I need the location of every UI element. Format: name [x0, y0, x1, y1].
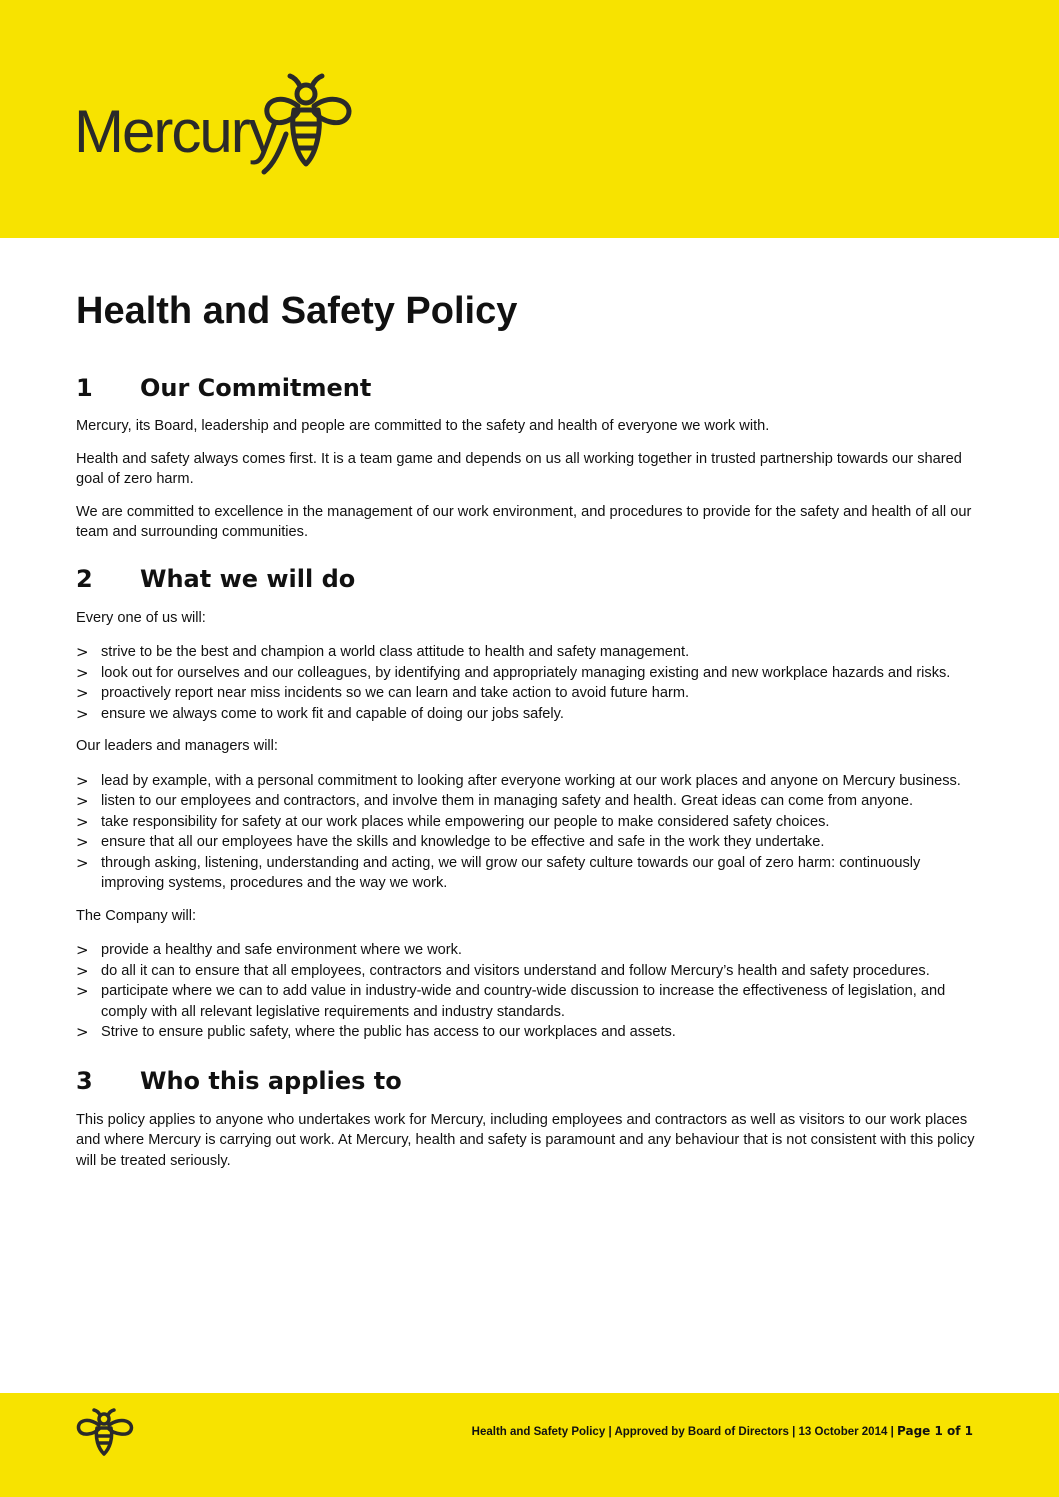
list-item — [76, 642, 981, 663]
section-heading — [76, 1067, 981, 1096]
list-item — [76, 940, 981, 961]
list-item — [76, 961, 981, 982]
section-number: 3 — [76, 1066, 93, 1095]
section-title: Our Commitment — [140, 373, 372, 402]
list-item — [76, 663, 981, 684]
section-who-this-applies-to — [76, 1067, 981, 1171]
bullet-arrow-icon: > — [76, 812, 89, 831]
bee-icon — [74, 1408, 136, 1456]
list-item — [76, 791, 981, 812]
list-item-text: lead by example, with a personal commitment to looking after everyone working at our work places and anyone on Mercury business. — [101, 772, 961, 789]
footer-info — [472, 1424, 973, 1438]
bullet-arrow-icon: > — [76, 853, 89, 872]
mercury-logo — [74, 72, 364, 176]
list-item-text: look out for ourselves and our colleagues, by identifying and appropriately managing existing and new workplace hazards and risks. — [101, 664, 951, 681]
paragraph: This policy applies to anyone who undertakes work for Mercury, including employees and contractors as well as visitors to our work places and where Mercury is carrying out work. At Mercury, health and safety is paramount and any behaviour that is not consistent with this policy will be treated seriously. — [76, 1111, 975, 1169]
bullet-arrow-icon: > — [76, 941, 89, 960]
section-our-commitment — [76, 374, 981, 543]
bullet-list — [76, 642, 981, 724]
footer-separator: | — [890, 1426, 894, 1438]
list-item-text: ensure that all our employees have the skills and knowledge to be effective and safe in the work they undertake. — [101, 834, 825, 851]
section-number: 2 — [76, 564, 93, 593]
bullet-arrow-icon: > — [76, 982, 89, 1001]
section-title: What we will do — [140, 564, 356, 593]
bullet-arrow-icon: > — [76, 684, 89, 703]
list-item-text: do all it can to ensure that all employees, contractors and visitors understand and follow Mercury’s health and safety procedures. — [101, 962, 930, 979]
footer-date: 13 October 2014 — [798, 1426, 888, 1438]
list-item — [76, 981, 981, 1022]
list-item-text: through asking, listening, understanding and acting, we will grow our safety culture towards our goal of zero harm: continuously improving systems, procedures and the way we work. — [101, 854, 921, 892]
list-item — [76, 853, 981, 894]
list-item-text: Strive to ensure public safety, where the public has access to our workplaces and assets. — [101, 1024, 676, 1041]
logo-wordmark: Mercury — [74, 98, 277, 165]
section-heading — [76, 565, 981, 594]
paragraph: Health and safety always comes first. It is a team game and depends on us all working together in trusted partnership towards our shared goal of zero harm. — [76, 450, 962, 488]
list-item-text: take responsibility for safety at our work places while empowering our people to make considered safety choices. — [101, 813, 830, 830]
footer-band — [0, 1393, 1059, 1497]
group-lead-in: The Company will: — [76, 907, 197, 924]
list-item-text: provide a healthy and safe environment where we work. — [101, 942, 462, 959]
footer-doc-name: Health and Safety Policy — [471, 1426, 606, 1438]
bullet-arrow-icon: > — [76, 961, 89, 980]
group-lead-in: Every one of us will: — [76, 609, 206, 626]
page-number: Page 1 of 1 — [897, 1424, 973, 1438]
section-what-we-will-do — [76, 565, 981, 1043]
footer-separator: | — [792, 1426, 796, 1438]
list-item — [76, 1022, 981, 1043]
page-title: Health and Safety Policy — [76, 290, 518, 332]
bullet-arrow-icon: > — [76, 792, 89, 811]
list-item-text: ensure we always come to work fit and capable of doing our jobs safely. — [101, 705, 564, 722]
section-number: 1 — [76, 373, 93, 402]
list-item — [76, 683, 981, 704]
list-item-text: participate where we can to add value in industry-wide and country-wide discussion to increase the effectiveness of legislation, and comply with all relevant legislative requirements and industry standards. — [101, 983, 946, 1020]
group-lead-in: Our leaders and managers will: — [76, 738, 278, 755]
bee-icon — [260, 72, 356, 176]
bullet-arrow-icon: > — [76, 833, 89, 852]
bullet-arrow-icon: > — [76, 663, 89, 682]
bullet-arrow-icon: > — [76, 1023, 89, 1042]
section-heading — [76, 374, 981, 403]
bullet-list — [76, 771, 981, 894]
bullet-arrow-icon: > — [76, 643, 89, 662]
section-title: Who this applies to — [140, 1066, 402, 1095]
list-item — [76, 832, 981, 853]
footer-separator: | — [608, 1426, 612, 1438]
bullet-arrow-icon: > — [76, 704, 89, 723]
list-item-text: listen to our employees and contractors, and involve them in managing safety and health. Great ideas can come from anyone. — [101, 793, 914, 810]
bullet-list — [76, 940, 981, 1043]
bullet-arrow-icon: > — [76, 771, 89, 790]
paragraph: Mercury, its Board, leadership and people are committed to the safety and health of everyone we work with. — [76, 418, 770, 435]
list-item-text: strive to be the best and champion a world class attitude to health and safety management. — [101, 644, 690, 661]
paragraph: We are committed to excellence in the management of our work environment, and procedures to provide for the safety and health of all our team and surrounding communities. — [76, 503, 972, 541]
list-item-text: proactively report near miss incidents so we can learn and take action to avoid future harm. — [101, 685, 690, 702]
list-item — [76, 812, 981, 833]
list-item — [76, 704, 981, 725]
list-item — [76, 771, 981, 792]
footer-approval: Approved by Board of Directors — [614, 1426, 789, 1438]
policy-document — [76, 290, 981, 1183]
